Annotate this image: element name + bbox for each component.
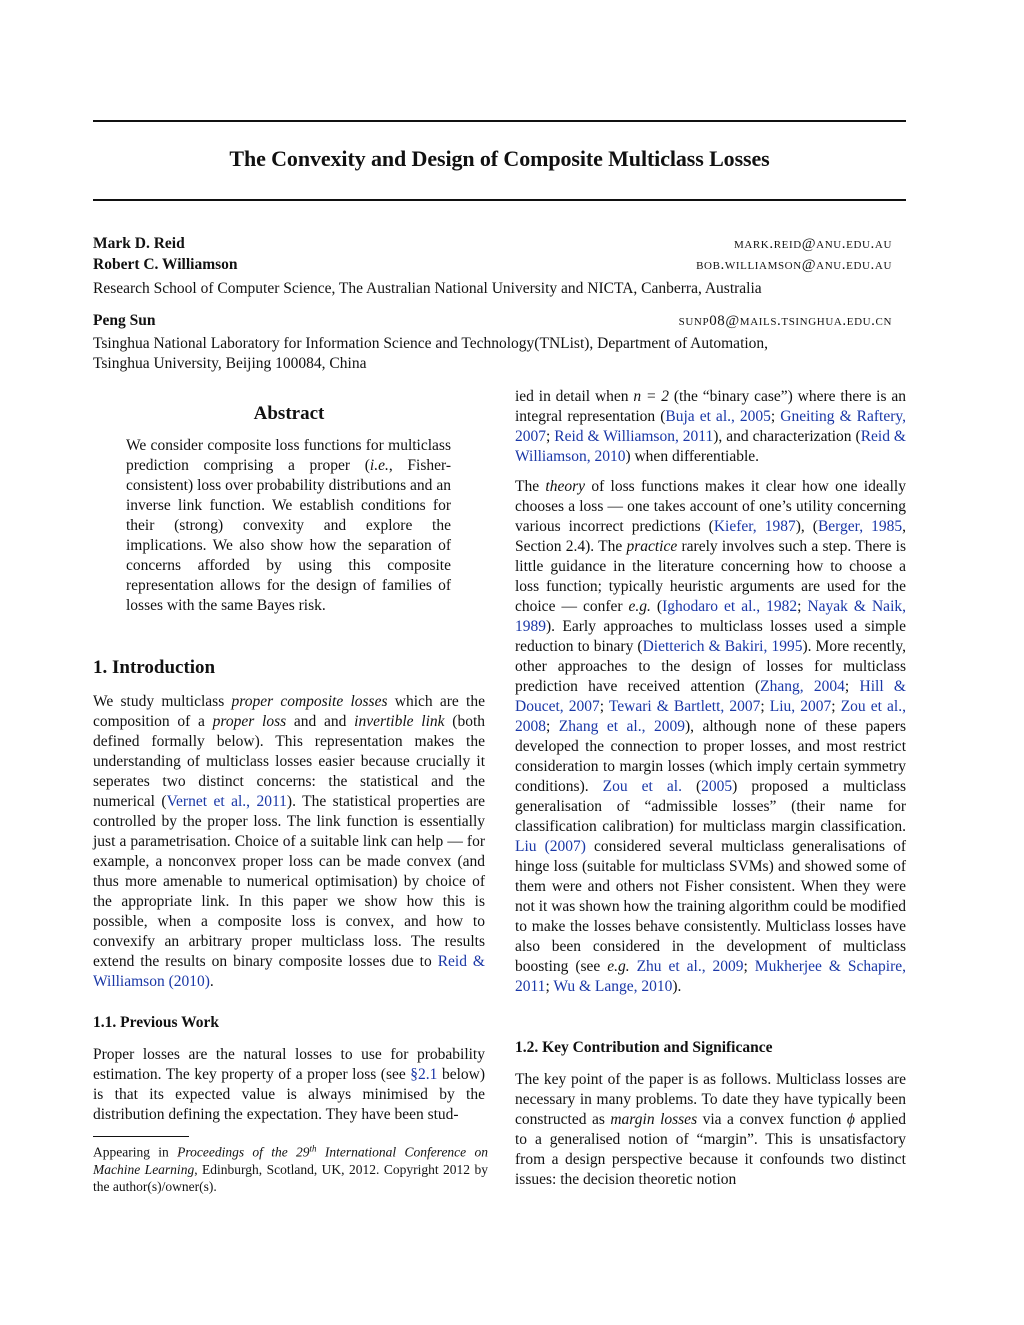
citation-link[interactable]: Reid & Williamson, 2010 (515, 428, 906, 465)
author-name: Mark D. Reid (93, 235, 185, 252)
author-name: Peng Sun (93, 312, 156, 329)
author-email: bob.williamson@anu.edu.au (696, 257, 892, 273)
affiliation-anu: Research School of Computer Science, The Australian National University and NICTA, Canberra, Australia (93, 280, 762, 297)
subsection-heading-previous-work: 1.1. Previous Work (93, 1014, 220, 1031)
citation-link[interactable]: Mukherjee & Schapire, 2011 (515, 958, 906, 995)
title-bottom-rule (93, 199, 906, 201)
abstract-text: We consider composite loss functions for multiclass prediction comprising a proper (i.e., Fisher-consistent) loss over probability distributions and an inverse link function. We establish conditions for their (strong) convexity and explore the implications. We also show how the separation of concerns afforded by using this composite representation allows for the design of families of losses with the same Bayes risk. (126, 437, 452, 614)
citation-link[interactable]: Gneiting & Raftery, 2007 (515, 408, 907, 445)
citation-link[interactable]: Zhang et al., 2009 (558, 718, 685, 735)
paper-title: The Convexity and Design of Composite Multiclass Losses (229, 146, 770, 171)
citation-link[interactable]: Reid & Williamson, 2011 (554, 428, 714, 445)
footnote-rule (93, 1136, 189, 1137)
affiliation-line: Tsinghua National Laboratory for Information Science and Technology(TNList), Department of Automation, (93, 335, 769, 352)
citation-link[interactable]: Zou et al. (602, 778, 682, 795)
citation-link[interactable]: Berger, 1985 (817, 518, 903, 535)
citation-link[interactable]: 2005 (701, 778, 733, 795)
citation-link[interactable]: Zhang, 2004 (760, 678, 845, 695)
citation-link[interactable]: Hill & Doucet, 2007 (515, 678, 906, 715)
subsection-heading-key-contribution: 1.2. Key Contribution and Significance (515, 1039, 773, 1056)
citation-link[interactable]: Reid & Williamson (2010) (93, 953, 485, 990)
citation-link[interactable]: Ighodaro et al., 1982 (662, 598, 798, 615)
affiliation-line: Tsinghua University, Beijing 100084, China (93, 355, 367, 372)
citation-link[interactable]: Kiefer, 1987 (713, 518, 796, 535)
citation-link[interactable]: Zhu et al., 2009 (636, 958, 744, 975)
author-name: Robert C. Williamson (93, 256, 238, 273)
top-rule (93, 120, 906, 122)
citation-link[interactable]: Wu & Lange, 2010 (553, 978, 673, 995)
right-paragraph-2: The theory of loss functions makes it clear how one ideally chooses a loss — one takes account of one’s utility concerning various incorrect predictions (Kiefer, 1987), (Berger, 1985, Section 2.4). The practice rarely involves such a step. There is little guidance in the literature concerning how to choose a loss function; typically heuristic arguments are used for the choice — confer e.g. (Ighodaro et al., 1982; Nayak & Naik, 1989). Early approaches to multiclass losses used a simple reduction to binary (Dietterich & Bakiri, 1995). More recently, other approaches to the design of losses for multiclass prediction have received attention (Zhang, 2004; Hill & Doucet, 2007; Tewari & Bartlett, 2007; Liu, 2007; Zou et al., 2008; Zhang et al., 2009), although none of these papers developed the connection to proper losses, and most restrict consideration to margin losses (which imply certain symmetry conditions). Zou et al. (2005) proposed a multiclass generalisation of “admissible losses” (their name for classification calibration) for multiclass margin classification. Liu (2007) considered several multiclass generalisations of hinge loss (suitable for multiclass SVMs) and showed some of them were and others not Fisher consistent. When they were not it was shown how the training algorithm could be modified to make the losses behave consistently. Multiclass losses have also been considered in the development of multiclass boosting (see e.g. Zhu et al., 2009; Mukherjee & Schapire, 2011; Wu & Lange, 2010). (515, 478, 906, 995)
intro-paragraph: We study multiclass proper composite losses which are the composition of a proper loss and and invertible link (both defined formally below). This representation makes the understanding of multiclass losses easier because crucially it seperates two distinct concerns: the statistical and the numerical (Vernet et al., 2011). The statistical properties are controlled by the proper loss. The link function is essentially just a parametrisation. Choice of a suitable link can help — for example, a nonconvex proper loss can be made convex (and thus more amenable to numerical optimisation) by choice of the appropriate link. In this paper we show how this is possible, when a composite loss is convex, and how to convexify an arbitrary proper multiclass loss. The results extend the results on binary composite losses due to Reid & Williamson (2010). (93, 693, 486, 990)
section-heading-introduction: 1. Introduction (93, 657, 216, 678)
previous-work-paragraph: Proper losses are the natural losses to use for probability estimation. The key property of a proper loss (see §2.1 below) is that its expected value is always minimised by the distribution defining the expectation. They have been stud- (93, 1046, 485, 1123)
footnote-copyright: Appearing in Proceedings of the 29th International Conference on Machine Learning, Edinburgh, Scotland, UK, 2012. Copyright 2012 by the author(s)/owner(s). (93, 1143, 488, 1194)
author-email: mark.reid@anu.edu.au (733, 236, 892, 252)
affiliation-tsinghua (93, 334, 768, 374)
section-link[interactable]: §2.1 (410, 1066, 438, 1083)
key-contribution-paragraph: The key point of the paper is as follows. Multiclass losses are necessary in many problems. To date they have typically been constructed as margin losses via a convex function ϕ applied to a generalised notion of “margin”. This is unsatisfactory from a design perspective because it confounds two distinct issues: the decision theoretic notion (515, 1071, 906, 1188)
citation-link[interactable]: Zou et al., 2008 (515, 698, 906, 735)
author-email: sunp08@mails.tsinghua.edu.cn (678, 313, 892, 329)
citation-link[interactable]: Vernet et al., 2011 (166, 793, 287, 810)
citation-link[interactable]: Dietterich & Bakiri, 1995 (642, 638, 803, 655)
citation-link[interactable]: Liu, 2007 (769, 698, 832, 715)
citation-link[interactable]: Liu (2007) (515, 838, 586, 855)
right-paragraph-1: ied in detail when n = 2 (the “binary case”) where there is an integral representation (Buja et al., 2005; Gneiting & Raftery, 2007; Reid & Williamson, 2011), and characterization (Reid & Williamson, 2010) when differentiable. (515, 388, 907, 465)
citation-link[interactable]: Buja et al., 2005 (665, 408, 771, 425)
citation-link[interactable]: Nayak & Naik, 1989 (515, 598, 906, 635)
citation-link[interactable]: Tewari & Bartlett, 2007 (608, 698, 761, 715)
abstract-heading: Abstract (253, 403, 325, 424)
